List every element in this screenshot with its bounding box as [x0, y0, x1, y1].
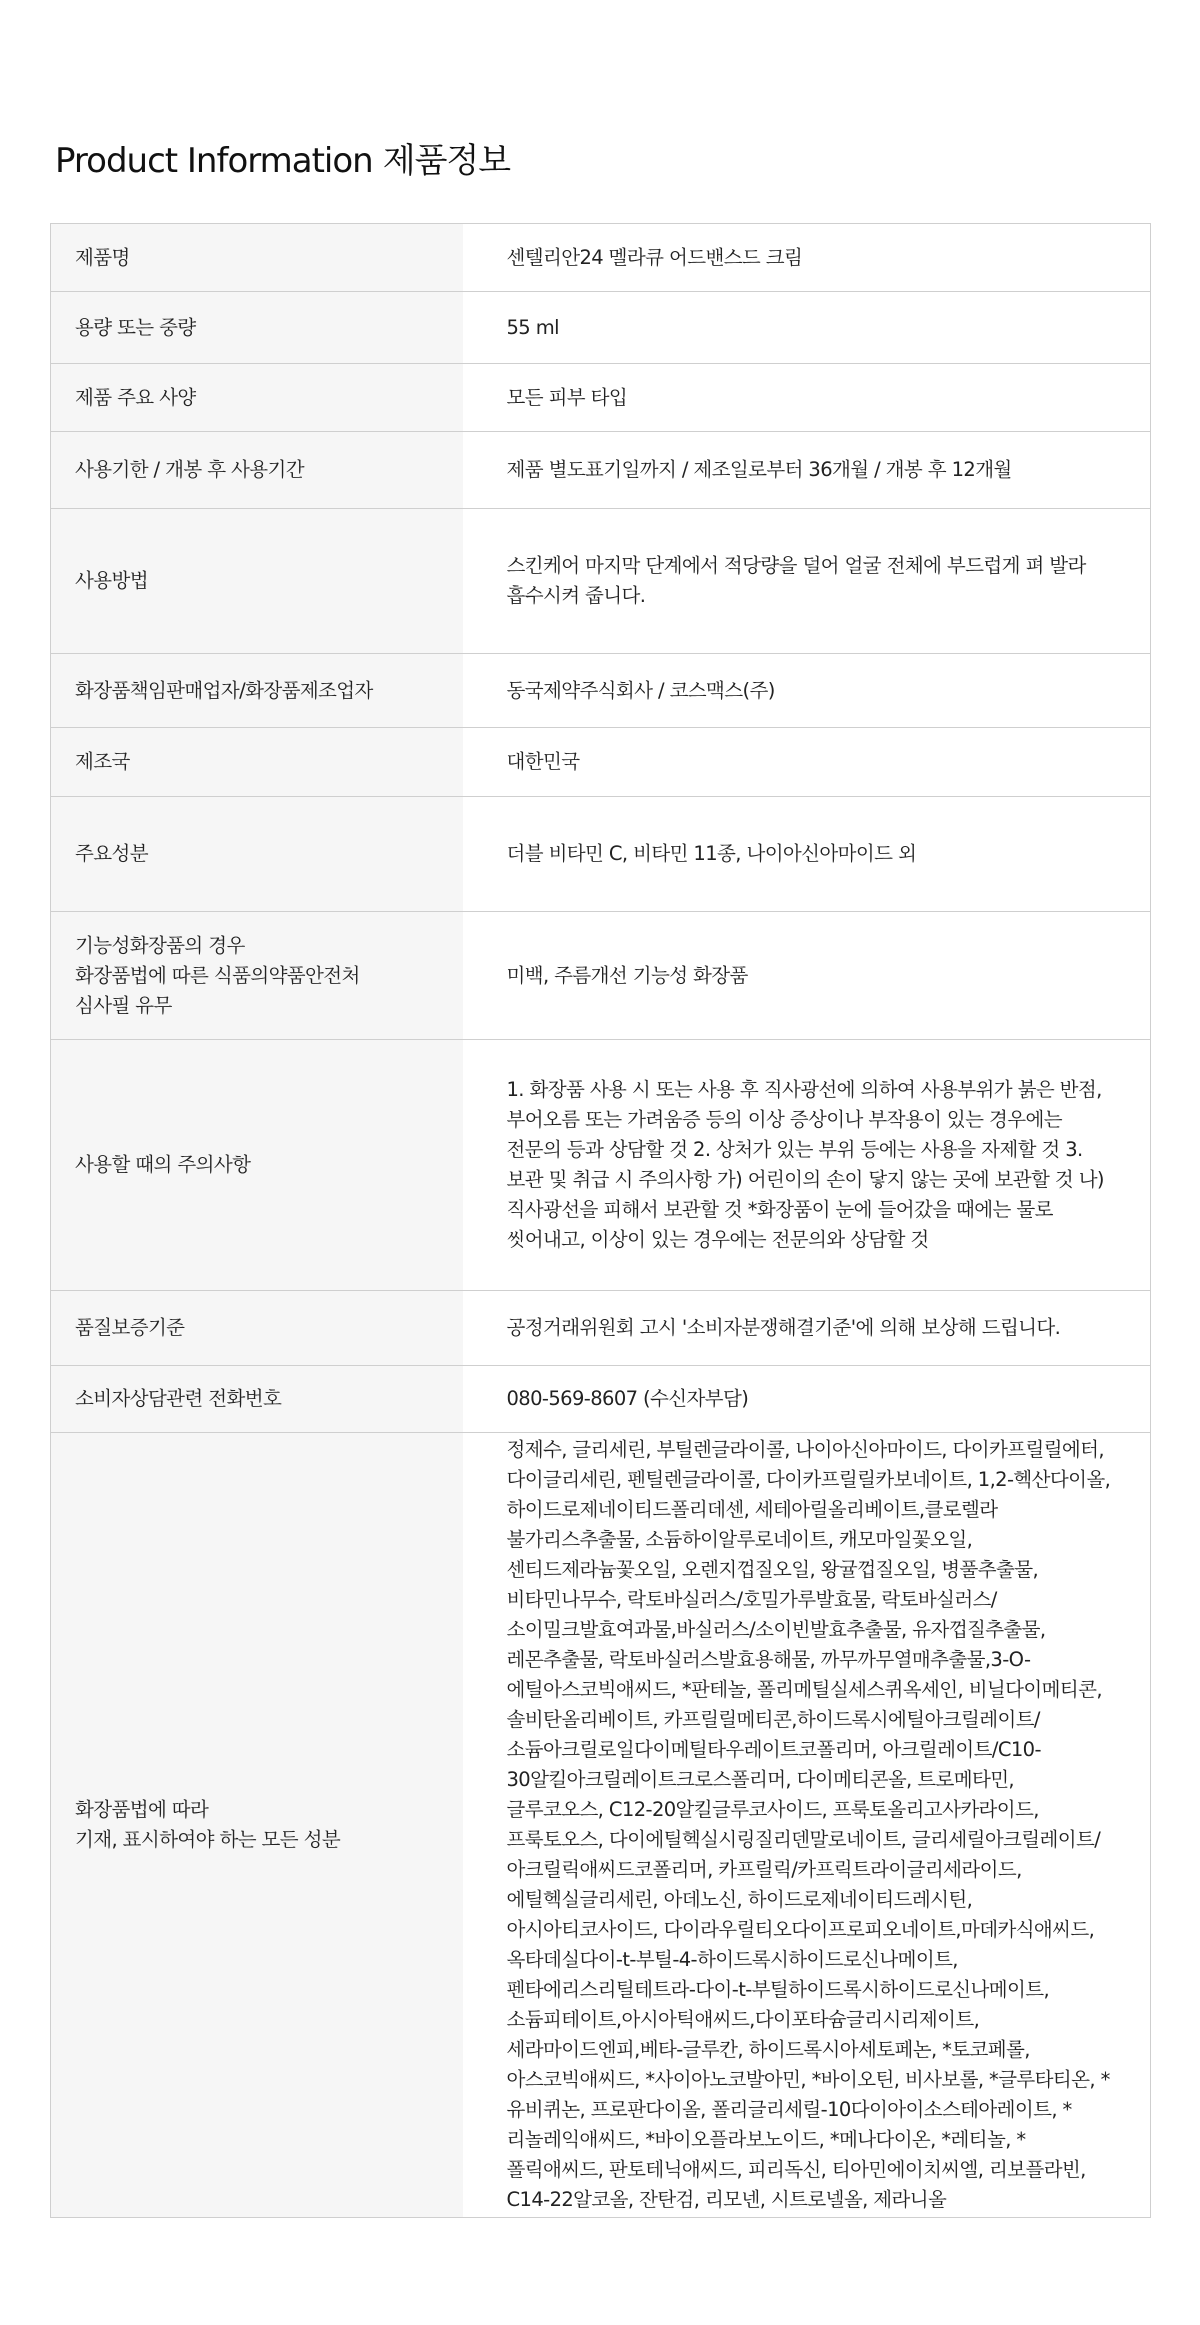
row-manufacturer	[51, 654, 1151, 728]
row-consumer-phone	[51, 1366, 1151, 1433]
row-label: 화장품법에 따라 기재, 표시하여야 하는 모든 성분	[51, 1433, 463, 2218]
page-title	[55, 133, 510, 182]
row-main-spec	[51, 364, 1151, 432]
page-title-english: Product Information	[55, 141, 373, 181]
row-expiration	[51, 432, 1151, 509]
row-country	[51, 728, 1151, 797]
row-value: 공정거래위원회 고시 '소비자분쟁해결기준'에 의해 보상해 드립니다.	[463, 1291, 1151, 1366]
row-label: 제조국	[51, 728, 463, 797]
row-value: 1. 화장품 사용 시 또는 사용 후 직사광선에 의하여 사용부위가 붉은 반점, 부어오름 또는 가려움증 등의 이상 증상이나 부작용이 있는 경우에는 전문의 등과 상담할 것 2. 상처가 있는 부위 등에는 사용을 자제할 것 3. 보관 및 취급 시 주의사항 가) 어린이의 손이 닿지 않는 곳에 보관할 것 나) 직사광선을 피해서 보관할 것 *화장품이 눈에 들어갔을 때에는 물로 씻어내고, 이상이 있는 경우에는 전문의와 상담할 것	[463, 1040, 1151, 1291]
row-label: 제품 주요 사양	[51, 364, 463, 432]
row-key-ingredients	[51, 797, 1151, 912]
row-label: 소비자상담관련 전화번호	[51, 1366, 463, 1433]
row-label: 화장품책임판매업자/화장품제조업자	[51, 654, 463, 728]
page-title-korean: 제품정보	[382, 141, 511, 181]
row-label: 제품명	[51, 224, 463, 292]
row-value: 더블 비타민 C, 비타민 11종, 나이아신아마이드 외	[463, 797, 1151, 912]
row-value: 제품 별도표기일까지 / 제조일로부터 36개월 / 개봉 후 12개월	[463, 432, 1151, 509]
row-label: 주요성분	[51, 797, 463, 912]
row-value: 모든 피부 타입	[463, 364, 1151, 432]
row-label: 품질보증기준	[51, 1291, 463, 1366]
row-value: 정제수, 글리세린, 부틸렌글라이콜, 나이아신아마이드, 다이카프릴릴에터, 다이글리세린, 펜틸렌글라이콜, 다이카프릴릴카보네이트, 1,2-헥산다이올, 하이드로제네이티드폴리데센, 세테아릴올리베이트,클로렐라 불가리스추출물, 소듐하이알루로네이트, 캐모마일꽃오일, 센티드제라늄꽃오일, 오렌지껍질오일, 왕귤껍질오일, 병풀추출물, 비타민나무수, 락토바실러스/호밀가루발효물, 락토바실러스/소이밀크발효여과물,바실러스/소이빈발효추출물, 유자껍질추출물, 레몬추출물, 락토바실러스발효용해물, 까무까무열매추출물,3-O-에틸아스코빅애씨드, *판테놀, 폴리메틸실세스퀴옥세인, 비닐다이메티콘,솔비탄올리베이트, 카프릴릴메티콘,하이드록시에틸아크릴레이트/소듐아크릴로일다이메틸타우레이트코폴리머, 아크릴레이트/C10-30알킬아크릴레이트크로스폴리머, 다이메티콘올, 트로메타민, 글루코오스, C12-20알킬글루코사이드, 프룩토올리고사카라이드, 프룩토오스, 다이에틸헥실시링질리덴말로네이트, 글리세릴아크릴레이트/아크릴릭애씨드코폴리머, 카프릴릭/카프릭트라이글리세라이드, 에틸헥실글리세린, 아데노신, 하이드로제네이티드레시틴,아시아티코사이드, 다이라우릴티오다이프로피오네이트,마데카식애씨드,옥타데실다이-t-부틸-4-하이드록시하이드로신나메이트,펜타에리스리틸테트라-다이-t-부틸하이드록시하이드로신나메이트, 소듐피테이트,아시아틱애씨드,다이포타슘글리시리제이트, 세라마이드엔피,베타-글루칸, 하이드록시아세토페논, *토코페롤, 아스코빅애씨드, *사이아노코발아민, *바이오틴, 비사보롤, *글루타티온, *유비퀴논, 프로판다이올, 폴리글리세릴-10다이아이소스테아레이트, *리놀레익애씨드, *바이오플라보노이드, *메나다이온, *레티놀, *폴릭애씨드, 판토테닉애씨드, 피리독신, 티아민에이치씨엘, 리보플라빈, C14-22알코올, 잔탄검, 리모넨, 시트로넬올, 제라니올	[463, 1433, 1151, 2218]
row-usage	[51, 509, 1151, 654]
row-precautions	[51, 1040, 1151, 1291]
row-volume	[51, 292, 1151, 364]
row-value: 센텔리안24 멜라큐 어드밴스드 크림	[463, 224, 1151, 292]
product-info-table	[50, 223, 1151, 2218]
row-label: 용량 또는 중량	[51, 292, 463, 364]
row-quality-guarantee	[51, 1291, 1151, 1366]
row-value: 대한민국	[463, 728, 1151, 797]
row-label: 기능성화장품의 경우 화장품법에 따른 식품의약품안전처 심사필 유무	[51, 912, 463, 1040]
row-label: 사용기한 / 개봉 후 사용기간	[51, 432, 463, 509]
row-all-ingredients	[51, 1433, 1151, 2218]
row-label: 사용방법	[51, 509, 463, 654]
row-product-name	[51, 224, 1151, 292]
row-functional-review	[51, 912, 1151, 1040]
row-label: 사용할 때의 주의사항	[51, 1040, 463, 1291]
row-value: 55 ml	[463, 292, 1151, 364]
row-value: 미백, 주름개선 기능성 화장품	[463, 912, 1151, 1040]
row-value: 스킨케어 마지막 단계에서 적당량을 덜어 얼굴 전체에 부드럽게 펴 발라 흡수시켜 줍니다.	[463, 509, 1151, 654]
row-value: 080-569-8607 (수신자부담)	[463, 1366, 1151, 1433]
row-value: 동국제약주식회사 / 코스맥스(주)	[463, 654, 1151, 728]
